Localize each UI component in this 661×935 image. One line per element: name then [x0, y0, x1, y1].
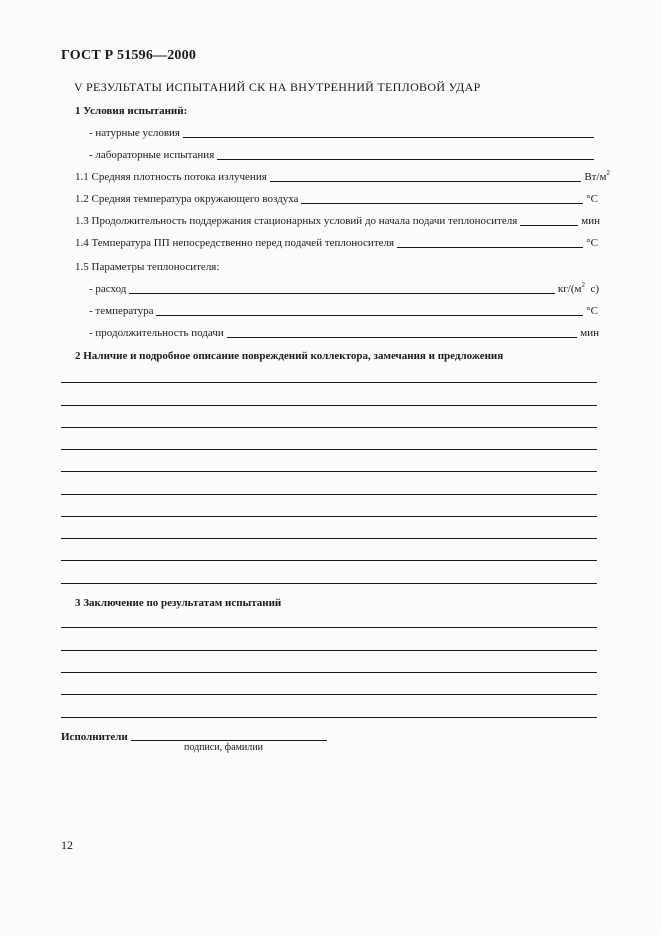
- field-lab-tests[interactable]: [89, 149, 597, 162]
- blank-line[interactable]: [217, 158, 594, 160]
- blank-line[interactable]: [61, 694, 597, 695]
- field-label: - расход: [89, 283, 127, 295]
- unit-label: $кг/(м^2$ с): [557, 281, 599, 295]
- blank-line[interactable]: [61, 382, 597, 383]
- blank-line[interactable]: [61, 449, 597, 450]
- blank-line[interactable]: [61, 717, 597, 718]
- section-2-heading: 2 Наличие и подробное описание повреждений коллектора, замечания и предложения: [75, 350, 504, 362]
- field-label: - продолжительность подачи: [89, 327, 224, 339]
- field-label: - лабораторные испытания: [89, 149, 215, 161]
- section-3-heading: 3 Заключение по результатам испытаний: [75, 597, 282, 609]
- unit-label: мин: [581, 215, 600, 227]
- blank-line[interactable]: [397, 246, 583, 248]
- blank-line[interactable]: [156, 314, 583, 316]
- field-coolant-flow[interactable]: [89, 283, 599, 296]
- unit-label: $Вт/м^2$: [584, 169, 610, 183]
- section-title: V РЕЗУЛЬТАТЫ ИСПЫТАНИЙ СК НА ВНУТРЕННИЙ ТЕПЛОВОЙ УДАР: [74, 80, 481, 94]
- blank-line[interactable]: [270, 180, 582, 182]
- blank-line[interactable]: [227, 336, 578, 338]
- unit-label: °С: [586, 305, 598, 317]
- field-label: - температура: [89, 305, 154, 317]
- section-1-heading: 1 Условия испытаний:: [75, 105, 188, 117]
- field-label: 1.3 Продолжительность поддержания стационарных условий до начала подачи теплоносителя: [75, 215, 518, 227]
- field-coolant-temperature[interactable]: [89, 305, 598, 318]
- blank-line[interactable]: [61, 560, 597, 561]
- unit-label: °С: [586, 237, 598, 249]
- field-label: 1.2 Средняя температура окружающего воздуха: [75, 193, 299, 205]
- blank-line[interactable]: [301, 202, 583, 204]
- field-label: - натурные условия: [89, 127, 180, 139]
- unit-label: мин: [580, 327, 599, 339]
- blank-line[interactable]: [61, 538, 597, 539]
- blank-line[interactable]: [520, 224, 578, 226]
- field-air-temperature[interactable]: [75, 193, 598, 206]
- field-stationary-duration[interactable]: [75, 215, 600, 228]
- document-header: ГОСТ Р 51596—2000: [61, 48, 197, 63]
- blank-line[interactable]: [61, 516, 597, 517]
- blank-line[interactable]: [61, 627, 597, 628]
- field-radiation-flux[interactable]: [75, 171, 610, 184]
- unit-label: °С: [586, 193, 598, 205]
- blank-line[interactable]: [61, 583, 597, 584]
- blank-line[interactable]: [61, 650, 597, 651]
- blank-line[interactable]: [61, 471, 597, 472]
- signature-caption: подписи, фамилии: [184, 742, 263, 753]
- field-label: 1.1 Средняя плотность потока излучения: [75, 171, 267, 183]
- blank-line[interactable]: [61, 427, 597, 428]
- field-label: 1.4 Температура ПП непосредственно перед подачей теплоносителя: [75, 237, 395, 249]
- field-natural-conditions[interactable]: [89, 127, 597, 140]
- page-number: 12: [61, 838, 73, 852]
- blank-line[interactable]: [61, 405, 597, 406]
- field-pp-temperature[interactable]: [75, 237, 598, 250]
- blank-line[interactable]: [129, 292, 555, 294]
- blank-line[interactable]: [61, 672, 597, 673]
- blank-line[interactable]: [61, 494, 597, 495]
- field-coolant-duration[interactable]: [89, 327, 599, 340]
- signature-line[interactable]: [131, 740, 327, 741]
- blank-line[interactable]: [183, 136, 594, 138]
- coolant-parameters-label: 1.5 Параметры теплоносителя:: [75, 261, 220, 273]
- signature-label: Исполнители: [61, 731, 128, 743]
